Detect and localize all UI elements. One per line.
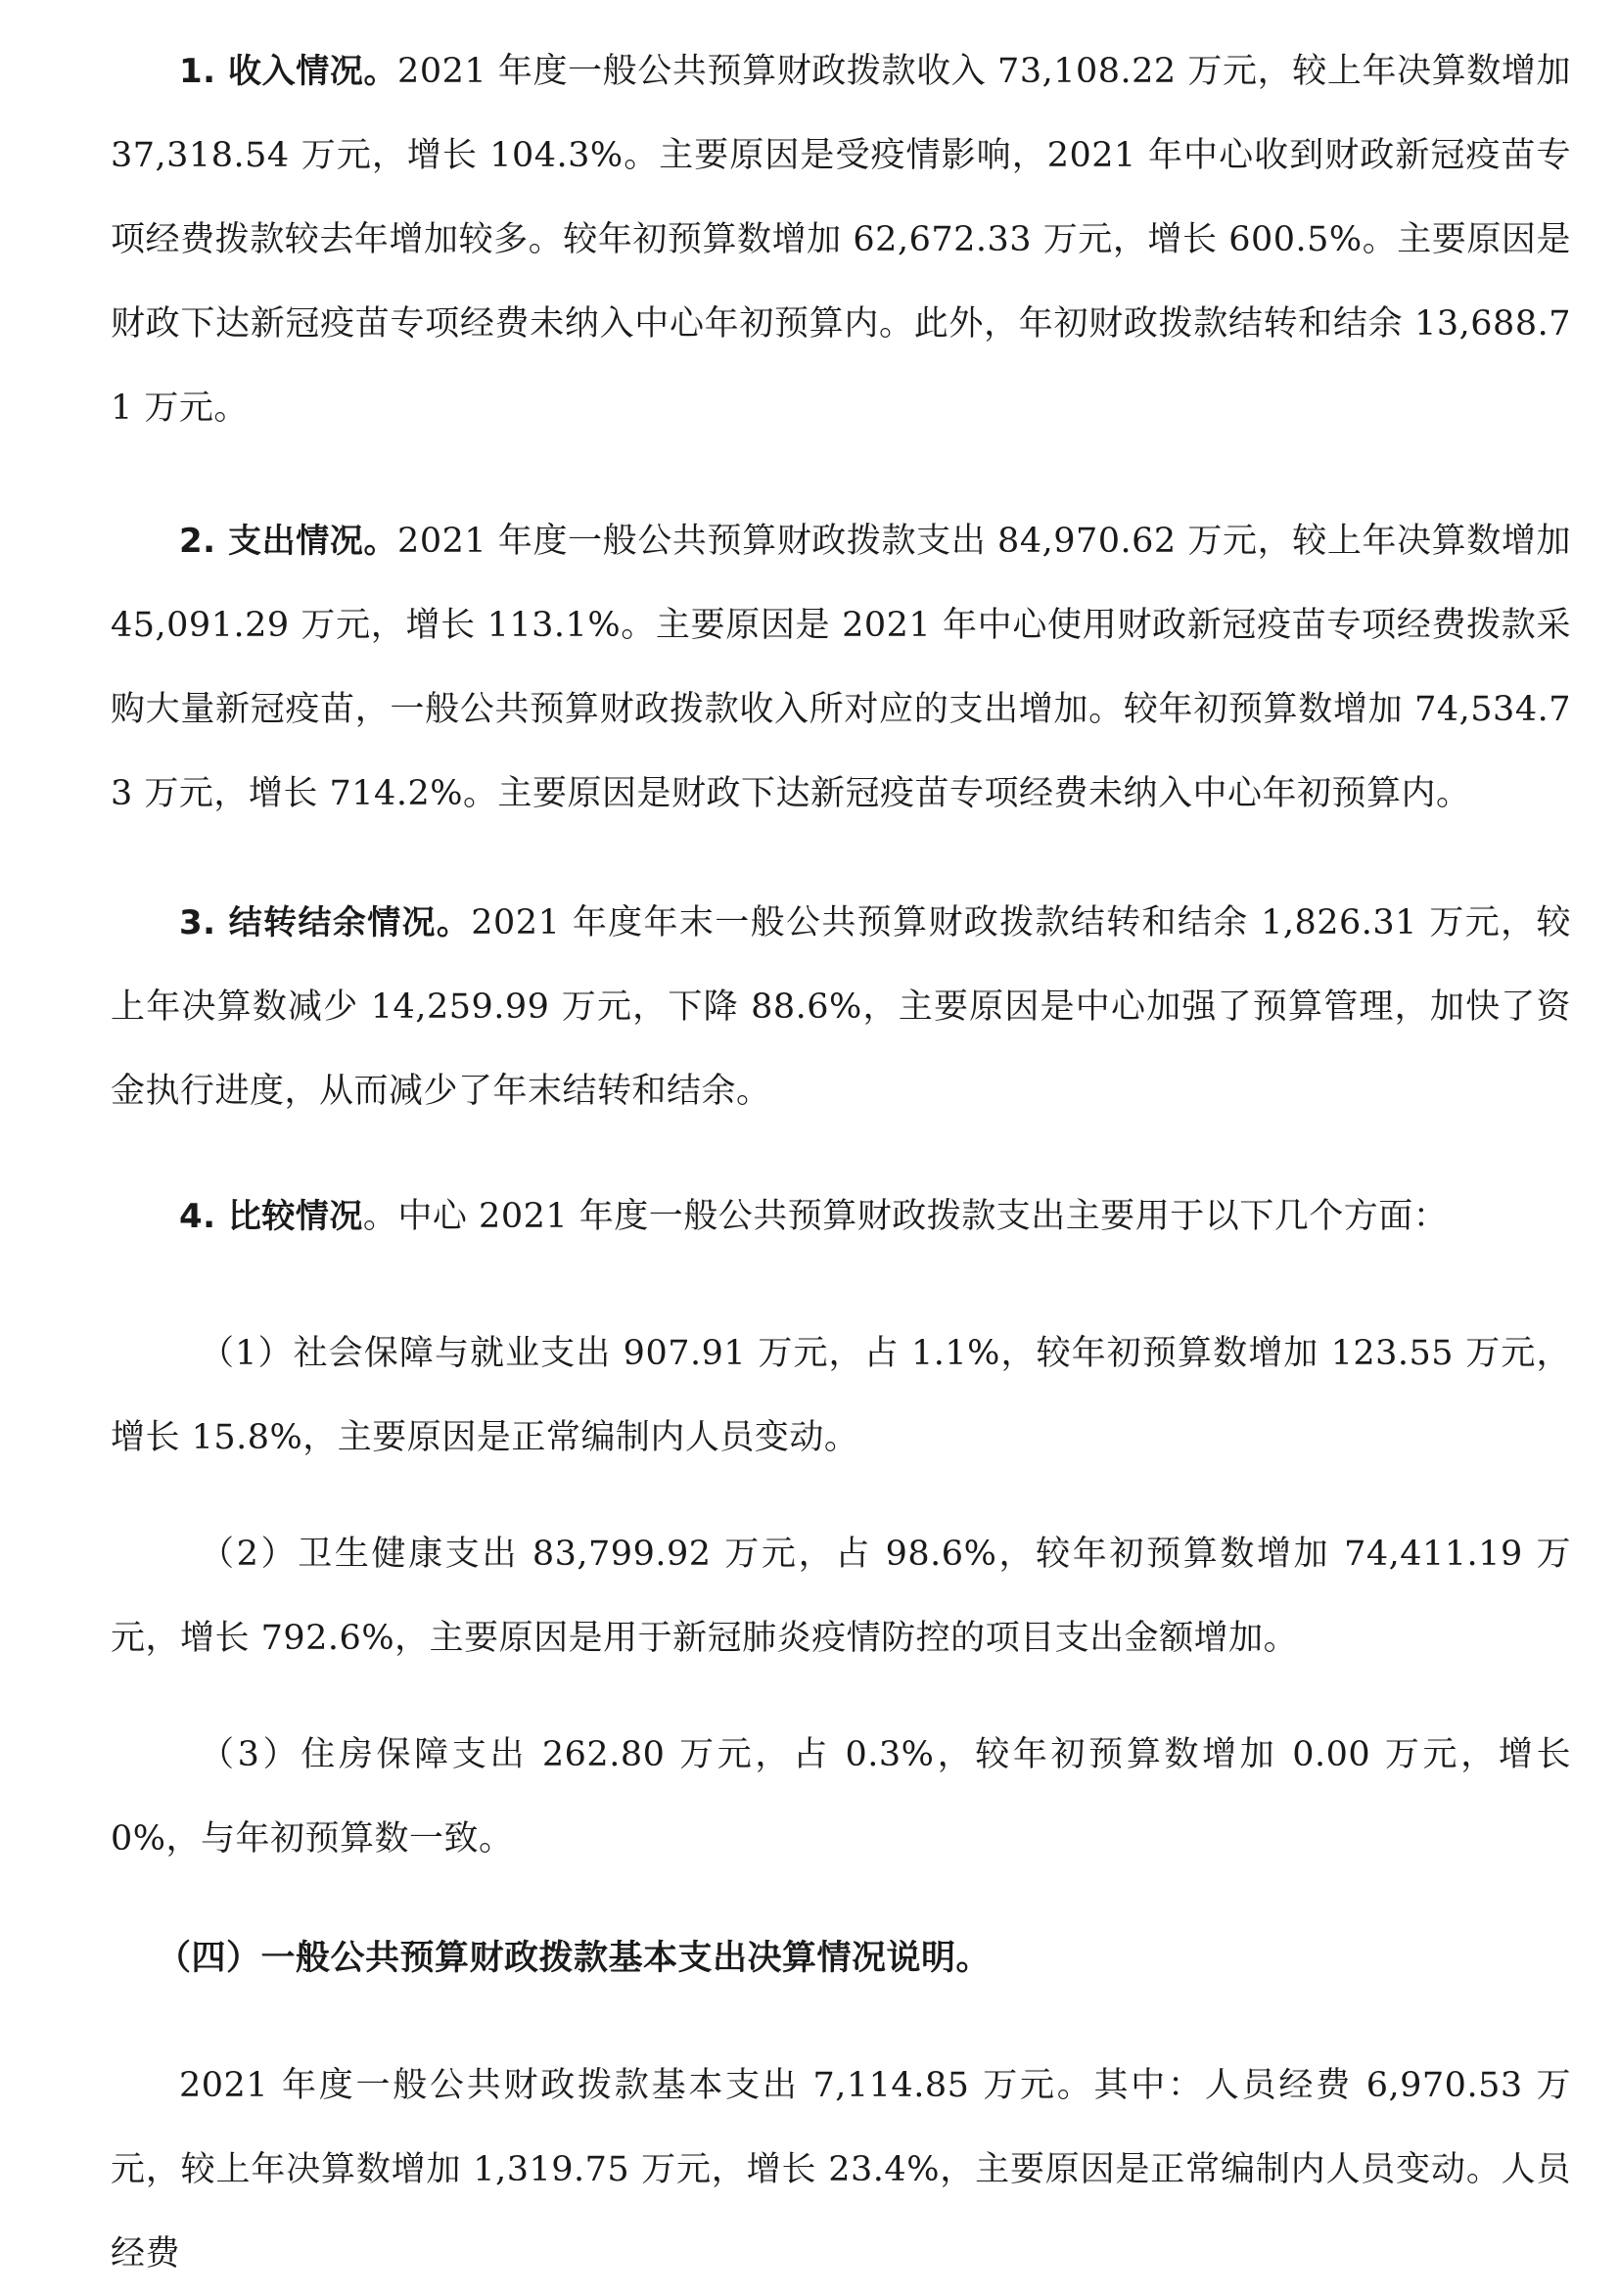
income-text: 2021 年度一般公共预算财政拨款收入 73,108.22 万元，较上年决算数增加 37,318.54 万元，增长 104.3%。主要原因是受疫情影响，2021 年中心收到财政新冠疫苗专项经费拨款较去年增加较多。较年初预算数增加 62,672.33 万元，增长 600.5%。主要原因是财政下达新冠疫苗专项经费未纳入中心年初预算内。此外，年初财政拨款结转和结余 13,688.71 万元。 xyxy=(111,52,1571,428)
expense-text: 2021 年度一般公共预算财政拨款支出 84,970.62 万元，较上年决算数增加 45,091.29 万元，增长 113.1%。主要原因是 2021 年中心使用财政新冠疫苗专项经费拨款采购大量新冠疫苗，一般公共预算财政拨款收入所对应的支出增加。较年初预算数增加 74,534.73 万元，增长 714.2%。主要原因是财政下达新冠疫苗专项经费未纳入中心年初预算内。 xyxy=(111,522,1571,813)
comparison-paragraph xyxy=(111,1174,1571,1259)
expense-paragraph xyxy=(111,499,1571,836)
health-item xyxy=(111,1512,1571,1680)
carryover-lead: 3. 结转结余情况。 xyxy=(179,903,472,942)
income-paragraph xyxy=(111,29,1571,450)
section-heading-four xyxy=(157,1916,1617,2000)
section-heading-four-text: （四）一般公共预算财政拨款基本支出决算情况说明。 xyxy=(157,1939,992,1978)
carryover-text: 2021 年度年末一般公共预算财政拨款结转和结余 1,826.31 万元，较上年决算数减少 14,259.99 万元，下降 88.6%，主要原因是中心加强了预算管理，加快了资金执行进度，从而减少了年末结转和结余。 xyxy=(111,903,1571,1111)
housing-text: （3）住房保障支出 262.80 万元，占 0.3%，较年初预算数增加 0.00 万元，增长 0%，与年初预算数一致。 xyxy=(111,1735,1571,1859)
income-lead: 1. 收入情况。 xyxy=(179,52,398,91)
carryover-paragraph xyxy=(111,881,1571,1133)
housing-item xyxy=(111,1713,1571,1881)
social-security-text: （1）社会保障与就业支出 907.91 万元，占 1.1%，较年初预算数增加 123.55 万元，增长 15.8%，主要原因是正常编制内人员变动。 xyxy=(111,1334,1571,1457)
social-security-item xyxy=(111,1311,1571,1480)
comparison-lead: 4. 比较情况 xyxy=(179,1197,363,1236)
basic-expense-text: 2021 年度一般公共财政拨款基本支出 7,114.85 万元。其中：人员经费 6,970.53 万元，较上年决算数增加 1,319.75 万元，增长 23.4%，主要原因是正常编制内人员变动。人员经费 xyxy=(111,2066,1571,2273)
comparison-text: 。中心 2021 年度一般公共预算财政拨款支出主要用于以下几个方面： xyxy=(362,1197,1449,1236)
basic-expense-paragraph xyxy=(111,2043,1571,2296)
expense-lead: 2. 支出情况。 xyxy=(179,522,398,561)
health-text: （2）卫生健康支出 83,799.92 万元，占 98.6%，较年初预算数增加 74,411.19 万元，增长 792.6%，主要原因是用于新冠肺炎疫情防控的项目支出金额增加。 xyxy=(111,1535,1571,1658)
